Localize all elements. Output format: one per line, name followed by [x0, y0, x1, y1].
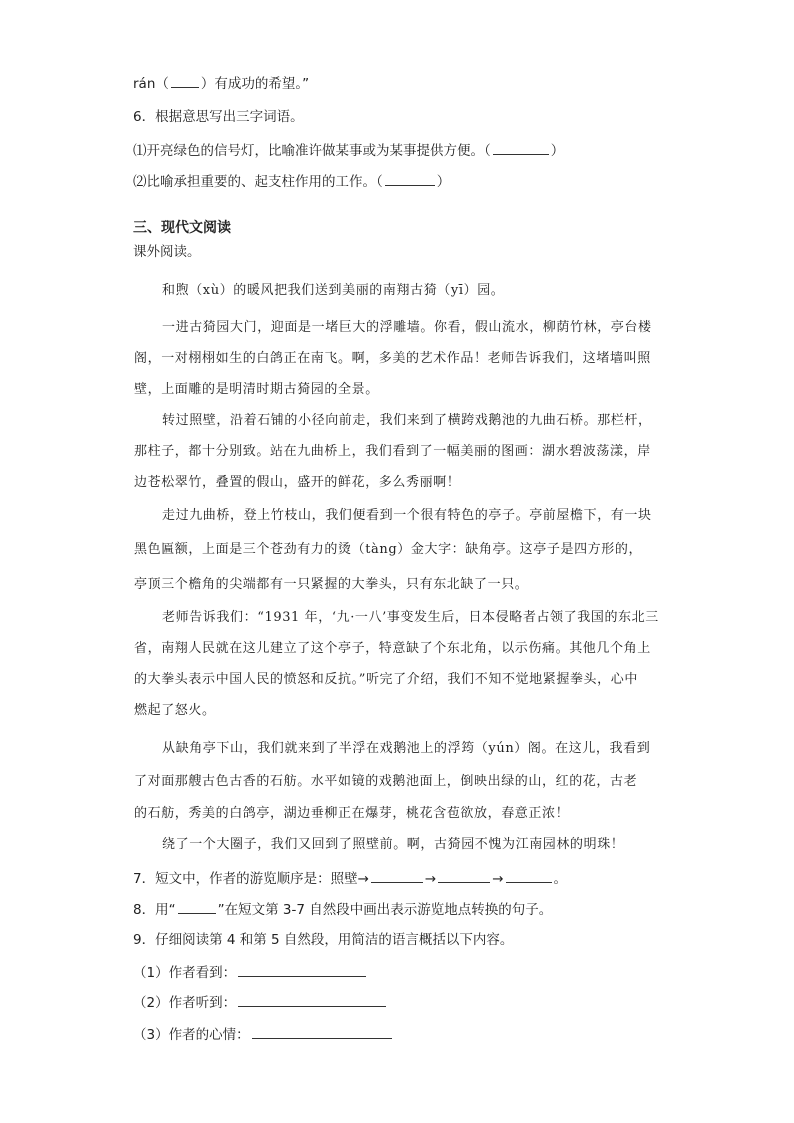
q6-title: 6．根据意思写出三字词语。: [133, 109, 304, 125]
passage-paragraph-1: 和煦（xù）的暖风把我们送到美丽的南翔古猗（yī）园。: [162, 283, 505, 298]
passage-p6-line-3: 的石舫，秀美的白鸽亭，湖边垂柳正在爆芽，桃花含苞欲放，春意正浓！: [134, 806, 570, 821]
q6-item-1-text: ⑴开亮绿色的信号灯，比喻准许做某事或为某事提供方便。（: [133, 143, 491, 159]
answer-blank[interactable]: [171, 73, 199, 88]
q6-item-2-close: ）: [436, 174, 451, 190]
answer-blank[interactable]: [238, 992, 386, 1007]
q7: [133, 868, 567, 889]
section-heading: 三、现代文阅读: [133, 220, 231, 236]
passage-p2-line-1: 一进古猗园大门，迎面是一堵巨大的浮雕墙。你看，假山流水，柳荫竹林，亭台楼: [162, 320, 652, 335]
q8: [133, 899, 552, 920]
q8-text-pre: 8．用“: [133, 902, 176, 918]
q7-text: 7．短文中，作者的游览顺序是：照壁→: [133, 871, 369, 887]
q9-item-1: [133, 962, 368, 983]
passage-p3-line-1: 转过照壁，沿着石铺的小径向前走，我们来到了横跨戏鹅池的九曲石桥。那栏杆，: [162, 413, 652, 428]
q9-item-1-label: （1）作者看到：: [133, 965, 237, 981]
answer-blank[interactable]: [385, 171, 435, 186]
passage-p5-line-1: 老师告诉我们：“1931 年，‘九·一八’事变发生后，日本侵略者占领了我国的东北三: [162, 610, 659, 625]
prev-tail-pre: rán（: [133, 76, 169, 92]
passage-p3-line-3: 边苍松翠竹，叠置的假山，盛开的鲜花，多么秀丽啊！: [134, 475, 461, 490]
q7-end: 。: [553, 871, 568, 887]
passage-paragraph-7: 绕了一个大圈子，我们又回到了照壁前。啊，古猗园不愧为江南园林的明珠！: [162, 837, 625, 852]
q7-arrow: →: [424, 871, 437, 887]
answer-blank[interactable]: [493, 140, 549, 155]
q6-item-2: [133, 171, 450, 192]
answer-blank[interactable]: [438, 868, 490, 883]
q9-item-3-label: （3）作者的心情：: [133, 1027, 250, 1043]
passage-p2-line-2: 阁，一对栩栩如生的白鸽正在南飞。啊，多美的艺术作品！老师告诉我们，这堵墙叫照: [134, 351, 651, 366]
passage-p3-line-2: 那柱子，都十分别致。站在九曲桥上，我们看到了一幅美丽的图画：湖水碧波荡漾，岸: [134, 444, 651, 459]
passage-p5-line-3: 的大拳头表示中国人民的愤怒和反抗。”听完了介绍，我们不知不觉地紧握拳头，心中: [134, 672, 638, 687]
q9-title: 9．仔细阅读第 4 和第 5 自然段，用简洁的语言概括以下内容。: [133, 932, 514, 948]
q6-item-1-close: ）: [550, 143, 565, 159]
passage-p2-line-3: 壁，上面雕的是明清时期古猗园的全景。: [134, 382, 379, 397]
q6-item-1: [133, 140, 564, 161]
passage-p6-line-2: 了对面那艘古色古香的石舫。水平如镜的戏鹅池面上，倒映出绿的山，红的花，古老: [134, 774, 638, 789]
q6-item-2-text: ⑵比喻承担重要的、起支柱作用的工作。（: [133, 174, 383, 190]
q8-text-post: ”在短文第 3-7 自然段中画出表示游览地点转换的句子。: [217, 902, 553, 918]
q9-item-2-label: （2）作者听到：: [133, 995, 237, 1011]
passage-p5-line-4: 燃起了怒火。: [134, 703, 216, 718]
passage-p4-line-3: 亭顶三个檐角的尖端都有一只紧握的大拳头，只有东北缺了一只。: [134, 577, 529, 592]
passage-p4-line-2: 黑色匾额，上面是三个苍劲有力的烫（tàng）金大字：缺角亭。这亭子是四方形的，: [134, 542, 643, 557]
answer-blank[interactable]: [506, 868, 552, 883]
q9-item-2: [133, 992, 388, 1013]
prev-question-tail: [133, 73, 309, 94]
passage-p4-line-1: 走过九曲桥，登上竹枝山，我们便看到一个很有特色的亭子。亭前屋檐下，有一块: [162, 508, 652, 523]
prev-tail-post: ）有成功的希望。”: [200, 76, 310, 92]
passage-p6-line-1: 从缺角亭下山，我们就来到了半浮在戏鹅池上的浮筠（yún）阁。在这儿，我看到: [162, 741, 651, 756]
answer-blank[interactable]: [238, 962, 366, 977]
q9-item-3: [133, 1024, 394, 1045]
answer-blank[interactable]: [252, 1024, 392, 1039]
answer-blank[interactable]: [178, 899, 216, 914]
section-subheading: 课外阅读。: [133, 244, 201, 260]
q7-arrow: →: [492, 871, 504, 887]
answer-blank[interactable]: [371, 868, 423, 883]
passage-p5-line-2: 省，南翔人民就在这儿建立了这个亭子，特意缺了个东北角，以示伤痛。其他几个角上: [134, 641, 651, 656]
